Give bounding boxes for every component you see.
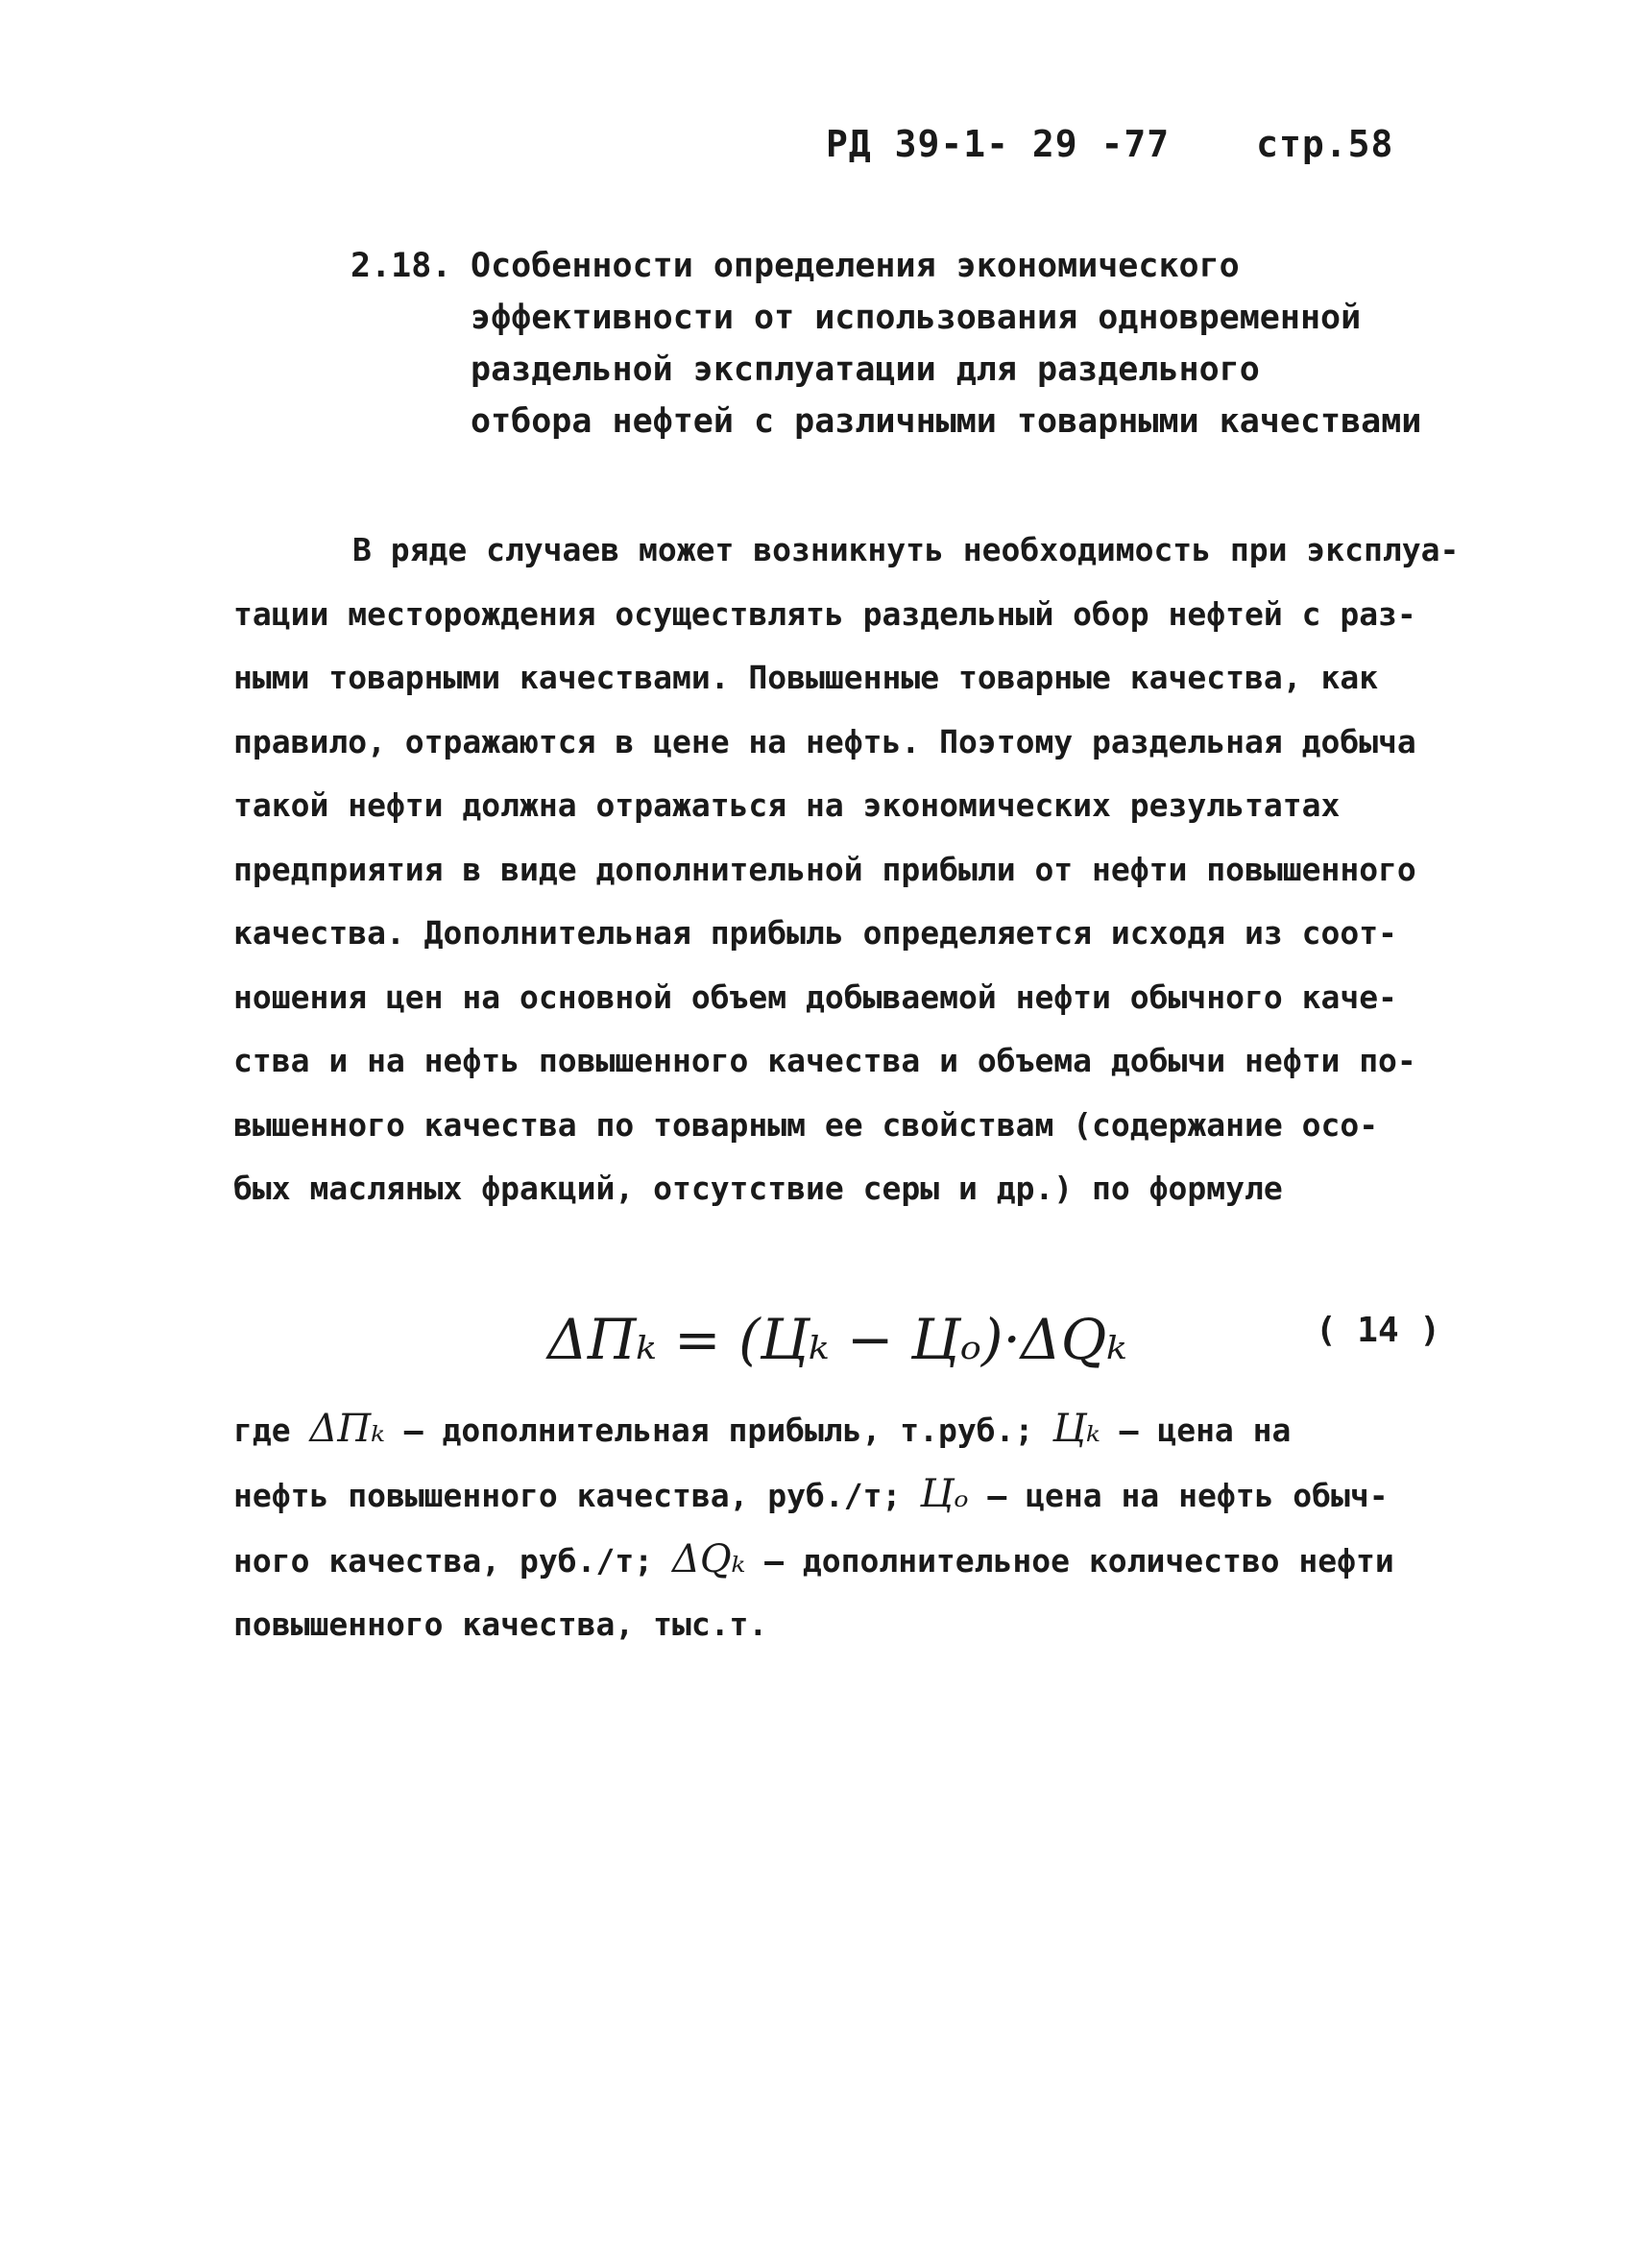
definition-line [233,1462,1472,1528]
body-paragraph [233,519,1472,1221]
definition-line: повышенного качества, тыс.т. [233,1605,768,1643]
paragraph-line: вышенного качества по товарным ее свойствам (содержание осо- [233,1105,1379,1144]
definition-line [233,1528,1472,1593]
section-title-line: эффективности от использования одновременной [471,299,1362,337]
where-word: где [233,1411,291,1449]
paragraph-line: предприятия в виде дополнительной прибыли от нефти повышенного [233,850,1416,888]
paragraph-line: ства и на нефть повышенного качества и объема добычи нефти по- [233,1042,1416,1079]
definition-text: – дополнительная прибыль, т.руб.; [403,1411,1034,1449]
paragraph-line: правило, отражаются в цене на нефть. Поэтому раздельная добыча [233,722,1416,760]
paragraph-line: ношения цен на основной объем добываемой нефти обычного каче- [233,977,1397,1016]
document-code: РД 39-1- 29 -77 [826,123,1171,165]
section-title-line: Особенности определения экономического [471,247,1240,285]
definition-line [233,1397,1472,1462]
section-heading [351,240,1455,447]
symbol-additional-quantity: ΔQₖ [671,1537,746,1581]
formula-expression: ΔПₖ = (Цₖ − Цₒ)·ΔQₖ [547,1307,1127,1372]
paragraph-line: такой нефти должна отражаться на экономических результатах [233,786,1341,824]
symbol-additional-profit: ΔПₖ [309,1407,385,1451]
definition-text: ного качества, руб./т; [233,1542,654,1580]
definition-text: – цена на нефть обыч- [987,1477,1389,1514]
paragraph-line: В ряде случаев может возникнуть необходимость при эксплуа- [352,531,1460,568]
definition-text: – цена на [1119,1411,1292,1449]
page-number: стр.58 [1256,123,1394,165]
definition-text: – дополнительное количество нефти [764,1542,1394,1580]
paragraph-line: бых масляных фракций, отсутствие серы и др.) по формуле [233,1170,1283,1207]
symbol-price-regular: Цₒ [920,1472,969,1516]
paragraph-line: тации месторождения осуществлять раздельный обор нефтей с раз- [233,594,1416,633]
page-header [826,123,1393,165]
section-number: 2.18. [351,247,452,285]
paragraph-line: качества. Дополнительная прибыль определяется исходя из соот- [233,914,1397,952]
section-title [471,240,1455,447]
definition-text: нефть повышенного качества, руб./т; [233,1477,902,1514]
section-title-line: раздельной эксплуатации для раздельного [471,350,1260,389]
symbol-definitions [233,1397,1472,1656]
formula-number: ( 14 ) [1315,1311,1440,1350]
formula-block [547,1296,1469,1383]
paragraph-line: ными товарными качествами. Повышенные товарные качества, как [233,659,1379,696]
section-title-line: отбора нефтей с различными товарными качествами [471,402,1422,441]
symbol-price-quality: Цₖ [1052,1407,1100,1451]
